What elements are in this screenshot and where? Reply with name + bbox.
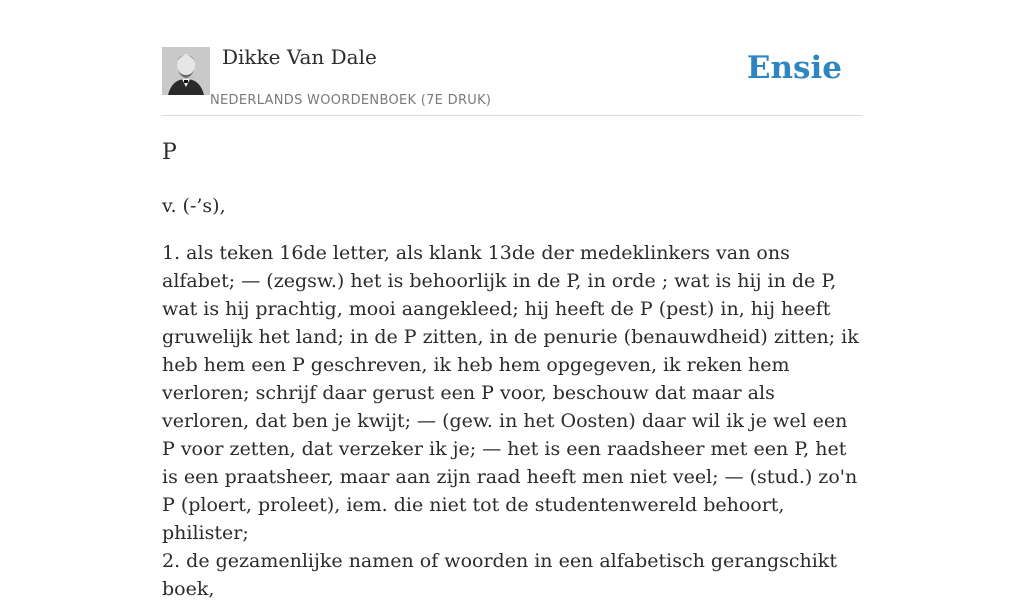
entry-grammar: v. (-’s), [162,195,226,217]
header [162,0,862,116]
source-title[interactable]: NEDERLANDS WOORDENBOEK (7E DRUK) [210,93,492,108]
avatar-portrait-icon [162,47,210,95]
definition-2: 2. de gezamenlijke namen of woorden in een alfabetisch gerangschikt boek, [162,550,837,600]
author-name[interactable]: Dikke Van Dale [222,45,377,69]
entry-body [162,192,862,603]
definition-1: 1. als teken 16de letter, als klank 13de der medeklinkers van ons alfabet; — (zegsw.) het is behoorlijk in de P, in orde ; wat is hij in de P, wat is hij prachtig, mooi aangekleed; hij heeft de P (pest) in, hij heeft gruwelijk het land; in de P zitten, in de penurie (benauwdheid) zitten; ik heb hem een P geschreven, ik heb hem opgegeven, ik reken hem verloren; schrijf daar gerust een P voor, beschouw dat maar als verloren, dat ben je kwijt; — (gew. in het Oosten) daar wil ik je wel een P voor zetten, dat verzeker ik je; — het is een raadsheer met een P, het is een praatsheer, maar aan zijn raad heeft men niet veel; — (stud.) zo'n P (ploert, proleet), iem. die niet tot de studentenwereld behoort, philister; [162,242,859,544]
entry-term: P [162,140,177,165]
brand-logo[interactable]: Ensie [746,50,842,86]
author-avatar[interactable] [162,47,210,95]
